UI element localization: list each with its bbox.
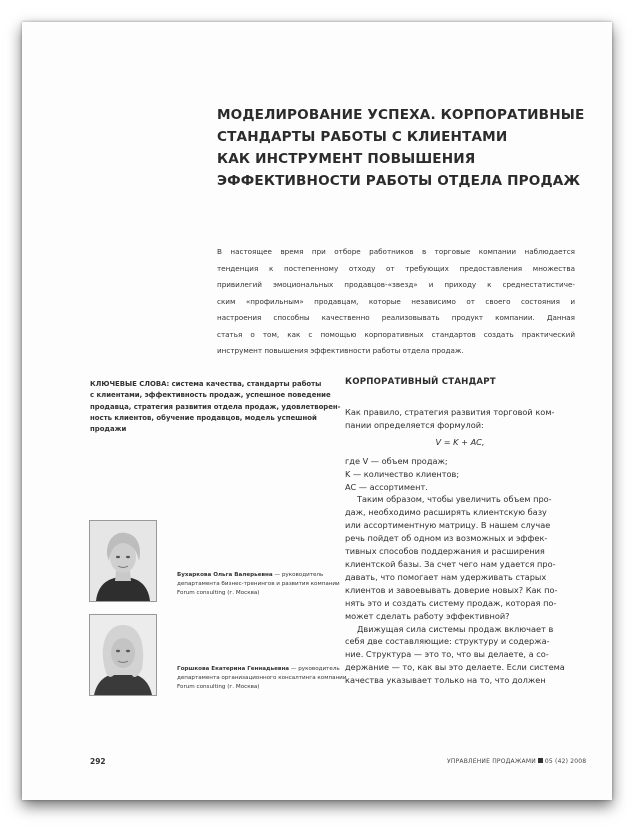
title-line: ЭФФЕКТИВНОСТИ РАБОТЫ ОТДЕЛА ПРОДАЖ [217, 173, 581, 189]
body-line: речь пойдет об одном из возможных и эффек- [345, 533, 548, 544]
body-line: ние. Структура — это то, что вы делаете, а со- [345, 649, 549, 660]
body-line: давать, что помогает нам удерживать старых [345, 571, 547, 582]
body-line: нять это и создать систему продаж, которая по- [345, 597, 557, 608]
keywords-line: КЛЮЧЕВЫЕ СЛОВА: система качества, стандарты работы [90, 380, 322, 388]
body-line: клиентской базы. За счет чего нам удается про- [345, 558, 556, 569]
keywords-line: продажи [90, 425, 127, 434]
abstract-line: ским «профильным» продавцам, которые независимо от своего состояния и [217, 296, 575, 306]
body-line: себя две составляющие: структуру и содержа- [345, 636, 550, 647]
body-line: Как правило, стратегия развития торговой ком- [345, 407, 555, 417]
abstract-line: В настоящее время при отборе работников в торговые компании наблюдается [217, 247, 575, 256]
author-role: Forum consulting (г. Москва) [177, 589, 260, 596]
keywords-line: продавца, стратегия развития отдела продаж, удовлетворен- [90, 402, 341, 411]
abstract-line: привилегий эмоциональных продавцов-«звезд» и приходу к среднестатистиче- [217, 280, 575, 289]
abstract-line: инструмент повышения эффективности работы отдела продаж. [217, 346, 464, 355]
author-photo [89, 520, 157, 602]
issue-number: 05 (42) 2008 [544, 758, 587, 765]
abstract-line: статья о том, как с помощью корпоративных стандартов создать практический [217, 329, 575, 339]
author-role: департамента бизнес-тренингов и развития компании [177, 580, 340, 587]
author-role: департамента организационного консалтинга компании [177, 674, 347, 681]
abstract-line: тенденция к постепенному отходу от требующих предоставления множества [217, 263, 575, 273]
body-line: Таким образом, чтобы увеличить объем про- [357, 494, 552, 505]
body-line: качества указывает только на то, что должен [345, 675, 546, 686]
definition-line: где V — объем продаж; [345, 455, 448, 466]
author-role: — руководитель [290, 666, 340, 672]
body-line: даж, необходимо расширять клиентскую базу [345, 507, 547, 518]
keywords-line: с клиентами, эффективность продаж, успешное поведение [90, 391, 331, 400]
title-line: МОДЕЛИРОВАНИЕ УСПЕХА. КОРПОРАТИВНЫЕ [217, 107, 585, 123]
section-heading: КОРПОРАТИВНЫЙ СТАНДАРТ [345, 377, 496, 387]
body-line: может сделать работу эффективной? [345, 610, 510, 621]
author-role: Forum consulting (г. Москва) [177, 683, 260, 690]
definition-line: AC — ассортимент. [345, 481, 428, 492]
author-caption [177, 571, 357, 598]
body-line: или ассортиментную матрицу. В нашем случае [345, 520, 551, 531]
title-line: СТАНДАРТЫ РАБОТЫ С КЛИЕНТАМИ [217, 129, 508, 145]
journal-name: УПРАВЛЕНИЕ ПРОДАЖАМИ [447, 758, 536, 765]
formula: V = K + AC, [435, 436, 485, 447]
body-line: клиентов и завоевывать доверие новых? Как по- [345, 584, 558, 595]
abstract-line: настроения способны качественно реализовывать продукт компании. Данная [217, 313, 575, 322]
journal-footer [447, 758, 586, 765]
definition-line: K — количество клиентов; [345, 468, 460, 479]
article-abstract [217, 244, 575, 360]
title-line: КАК ИНСТРУМЕНТ ПОВЫШЕНИЯ [217, 151, 476, 167]
magazine-page [22, 22, 612, 800]
page-number: 292 [90, 757, 106, 766]
body-line: пании определяется формулой: [345, 419, 484, 430]
body-line: тивных способов поддержания и расширения [345, 546, 545, 557]
author-caption [177, 665, 357, 692]
author-role: — руководитель [274, 572, 324, 578]
author-photo [89, 614, 157, 696]
body-column [345, 406, 575, 687]
author-name: Горшкова Екатерина Геннадьевна [177, 666, 290, 672]
square-bullet-icon [538, 758, 543, 763]
keywords-line: ность клиентов, обучение продавцов, модель успешной [90, 413, 317, 422]
author-name: Бухаркова Ольга Валерьевна [177, 572, 273, 578]
body-line: Движущая сила системы продаж включает в [357, 623, 554, 634]
body-line: держание — то, как вы это делаете. Если система [345, 662, 565, 673]
article-title [217, 104, 585, 192]
keywords-block [90, 379, 352, 435]
